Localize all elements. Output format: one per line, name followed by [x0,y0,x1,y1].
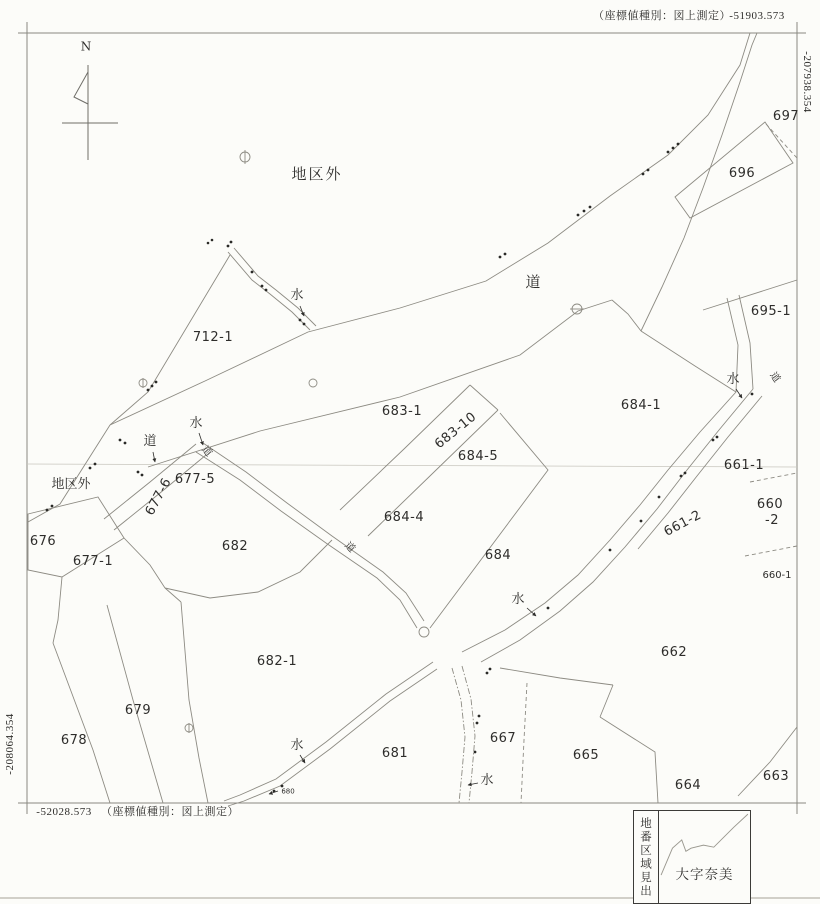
boundary-lines [28,33,800,806]
label-parcel-677-5: 677-5 [174,472,216,488]
label-parcel-681: 681 [381,746,409,762]
legend-side-column [634,811,659,903]
label-water-right: 水 [726,372,740,388]
label-road-top: 道 [525,273,541,292]
label-coord-y-right: -207938.354 [800,51,813,113]
label-parcel-684-5: 684-5 [457,449,499,465]
label-parcel-667: 667 [489,731,517,747]
label-coord-y-left: -208064.354 [4,713,17,775]
grid-line [27,464,797,467]
label-area-out-of-district-top: 地区外 [291,165,343,184]
label-arrows [153,306,742,794]
label-parcel-677-1: 677-1 [72,554,114,570]
label-parcel-660-2b: -2 [765,513,779,529]
label-water-center: 水 [511,592,525,608]
label-parcel-661-1: 661-1 [723,458,765,474]
label-road-right-small: 道 [767,370,782,385]
label-parcel-677-6: 677-6 [142,475,175,519]
label-water-bottom-center: 水 [480,773,494,789]
label-parcel-678: 678 [60,733,88,749]
label-parcel-661-2: 661-2 [661,507,705,540]
legend-area-name: 大字奈美 [675,867,734,883]
label-parcel-684: 684 [484,548,512,564]
legend-main-area [659,811,750,903]
label-parcel-664: 664 [674,778,702,794]
label-parcel-682-1: 682-1 [256,654,298,670]
label-parcel-676: 676 [29,534,57,550]
label-water-bottom-left: 水 [290,738,304,754]
label-parcel-682: 682 [221,539,249,555]
label-coord-x-bottom: -52028.573 [36,806,92,819]
label-parcel-695-1: 695-1 [750,304,792,320]
label-parcel-684-4: 684-4 [383,510,425,526]
label-area-out-of-district-left: 地区外 [51,477,91,493]
label-parcel-660-1: 660-1 [762,569,792,581]
label-water-top: 水 [290,288,304,304]
legend-box [633,810,751,904]
label-road-left: 道 [143,434,157,450]
label-parcel-679: 679 [124,703,152,719]
sheet-frame [18,22,806,814]
label-parcel-697: 697 [772,109,800,125]
label-parcel-712-1: 712-1 [192,330,234,346]
label-coord-type-bottom: （座標値種別：図上測定） [101,806,239,819]
label-coord-x-top: -51903.573 [729,10,785,23]
label-parcel-660-2a: 660 [756,497,784,513]
label-compass-n: N [80,39,92,54]
label-parcel-680: 680 [281,787,295,796]
label-road-center-small: 道 [342,540,357,555]
label-parcel-696: 696 [728,166,756,182]
label-parcel-683-1: 683-1 [381,404,423,420]
label-road-left-small: 道 [199,444,214,459]
label-parcel-663: 663 [762,769,790,785]
legend-sketch-outline [659,811,750,903]
survey-markers [139,150,584,733]
label-water-left: 水 [189,416,203,432]
label-parcel-684-1: 684-1 [620,398,662,414]
label-coord-type-top: （座標値種別：図上測定） [593,10,731,23]
label-parcel-683-10: 683-10 [432,409,480,453]
label-parcel-665: 665 [572,748,600,764]
legend-side-label: 地番区域見出 [639,816,653,898]
north-arrow [62,65,118,160]
label-parcel-662: 662 [660,645,688,661]
